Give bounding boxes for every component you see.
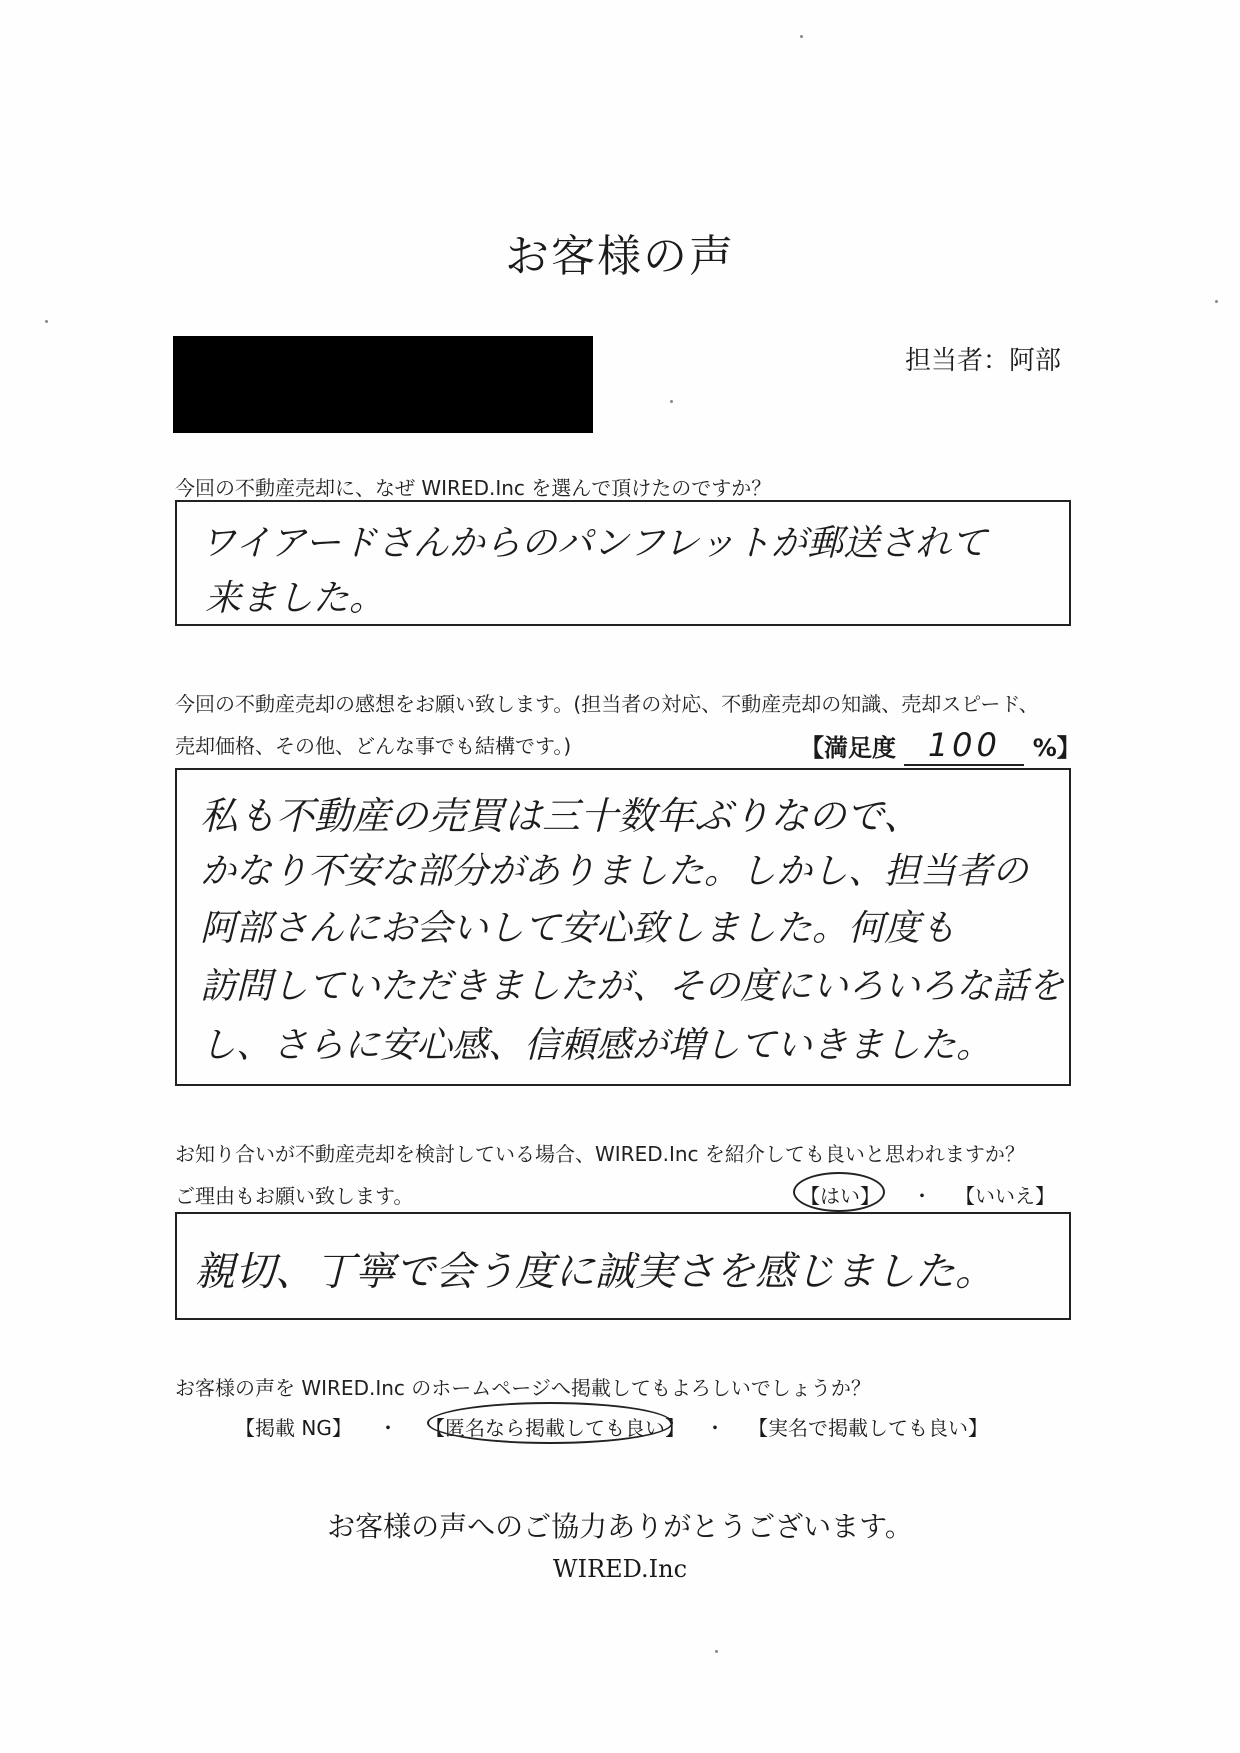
question-2-line-2: 売却価格、その他、どんな事でも結構です。) — [175, 734, 572, 758]
option-yes[interactable]: 【はい】 — [800, 1184, 880, 1208]
question-2-line-1: 今回の不動産売却の感想をお願い致します。(担当者の対応、不動産売却の知識、売却スピード、 — [175, 692, 1039, 716]
selection-circle-anonymous — [427, 1402, 673, 1444]
thanks-message: お客様の声へのご協力ありがとうございます。 — [327, 1510, 913, 1543]
option-separator: ・ — [378, 1416, 398, 1440]
answer-2-line-1: 私も不動産の売買は三十数年ぶりなので、 — [200, 794, 922, 838]
answer-2-line-5: し、さらに安心感、信頼感が増していきました。 — [200, 1025, 993, 1066]
option-publish-anonymous[interactable]: 【匿名なら掲載しても良い】 — [425, 1416, 685, 1440]
staff-label: 担当者：阿部 — [905, 346, 1062, 376]
satisfaction-unit: %】 — [1032, 734, 1081, 762]
selection-circle-yes — [793, 1172, 885, 1212]
scan-speck — [800, 35, 803, 38]
answer-1-line-2: 来ました。 — [205, 578, 386, 619]
option-publish-ng[interactable]: 【掲載 NG】 — [235, 1416, 352, 1440]
option-no[interactable]: 【いいえ】 — [955, 1184, 1055, 1208]
question-3-line-1: お知り合いが不動産売却を検討している場合、WIRED.Inc を紹介しても良いと思われますか？ — [175, 1142, 1025, 1166]
satisfaction-value: 100 — [904, 726, 1024, 766]
option-publish-real-name[interactable]: 【実名で掲載しても良い】 — [748, 1416, 988, 1440]
redacted-customer-name — [173, 336, 593, 433]
page-title: お客様の声 — [505, 231, 735, 282]
answer-2-line-2: かなり不安な部分がありました。しかし、担当者の — [200, 851, 1029, 892]
scan-speck — [45, 320, 48, 323]
answer-3-line-1: 親切、丁寧で会う度に誠実さを感じました。 — [195, 1249, 995, 1295]
company-name: WIRED.Inc — [552, 1555, 688, 1583]
question-1: 今回の不動産売却に、なぜ WIRED.Inc を選んで頂けたのですか？ — [175, 476, 772, 500]
satisfaction-label: 【満足度 — [800, 734, 896, 762]
option-separator: ・ — [912, 1184, 932, 1208]
scan-speck — [715, 1650, 718, 1653]
question-3-line-2: ご理由もお願い致します。 — [175, 1184, 414, 1208]
scan-speck — [1215, 300, 1218, 303]
answer-2-line-3: 阿部さんにお会いして安心致しました。何度も — [200, 908, 957, 949]
answer-1-line-1: ワイアードさんからのパンフレットが郵送されて — [200, 523, 987, 564]
option-separator: ・ — [705, 1416, 725, 1440]
question-4: お客様の声を WIRED.Inc のホームページへ掲載してもよろしいでしょうか？ — [175, 1376, 871, 1400]
scan-speck — [670, 400, 673, 403]
answer-2-line-4: 訪問していただきましたが、その度にいろいろな話を — [200, 966, 1065, 1007]
satisfaction-rating — [800, 726, 1081, 766]
